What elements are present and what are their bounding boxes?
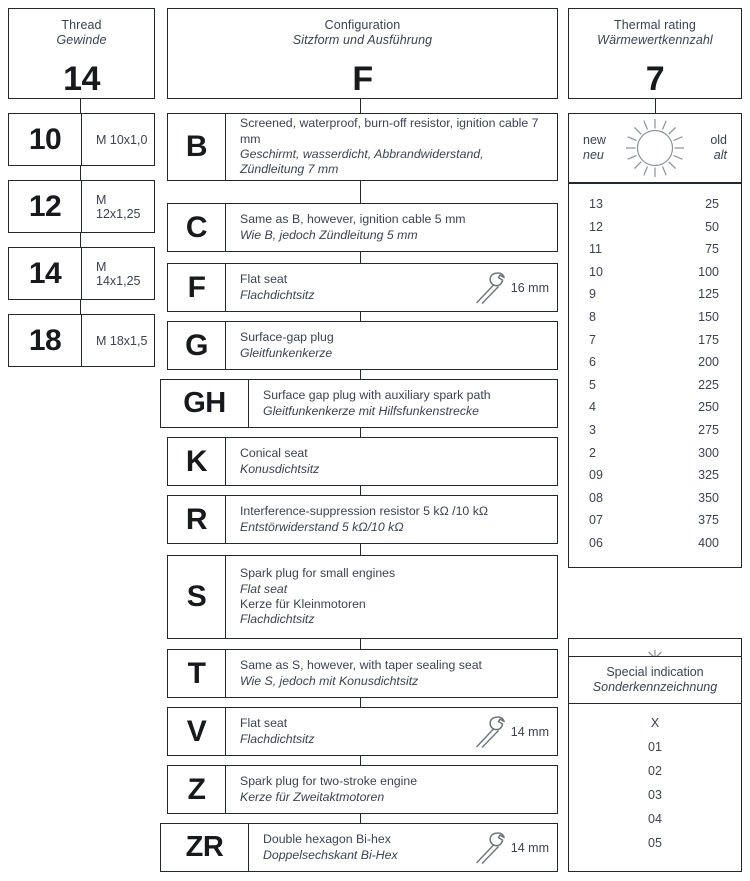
special-indication-box	[568, 656, 742, 872]
thermal-new-value: 10	[589, 264, 603, 279]
config-body	[226, 204, 557, 251]
thermal-map-row	[569, 419, 741, 442]
configuration-header-de: Sitzform und Ausführung	[292, 33, 433, 47]
thermal-old-labels	[710, 133, 727, 163]
thermal-column-header	[568, 8, 742, 99]
config-line-de: Wie S, jedoch mit Konusdichtsitz	[240, 673, 419, 688]
thread-desc: M 10x1,0	[96, 132, 148, 147]
config-body	[226, 650, 557, 697]
thread-code: 18	[9, 315, 82, 366]
thermal-new-value: 6	[589, 355, 596, 370]
special-item: 05	[648, 836, 662, 850]
thermal-old-value: 400	[698, 535, 719, 550]
config-line-en: Screened, waterproof, burn-off resistor, ignition cable 7 mm	[240, 116, 539, 146]
thermal-old-value: 350	[698, 490, 719, 505]
thread-connector-1	[80, 166, 81, 180]
thermal-map-row	[569, 193, 741, 216]
config-line-en2: Flat seat	[240, 581, 288, 596]
thermal-new-de: neu	[583, 148, 604, 162]
thermal-header-de: Wärmewertkennzahl	[597, 33, 713, 47]
config-connector-11	[360, 814, 361, 823]
config-code: K	[168, 438, 226, 485]
special-header-de: Sonderkennzeichnung	[592, 680, 718, 694]
thermal-header-example: 7	[645, 60, 665, 98]
thermal-old-value: 225	[698, 377, 719, 392]
config-line-en: Surface gap plug with auxiliary spark path	[263, 388, 491, 403]
config-body	[226, 496, 557, 543]
thermal-map-row	[569, 487, 741, 510]
thread-desc: M 18x1,5	[96, 333, 148, 348]
thermal-mapping-list	[569, 184, 741, 555]
config-line-en: Interference-suppression resistor 5 kΩ /10 kΩ	[240, 504, 489, 519]
config-row-K[interactable]	[167, 437, 558, 486]
config-text	[240, 716, 315, 747]
config-text	[240, 272, 315, 303]
config-line-en: Spark plug for two-stroke engine	[240, 774, 418, 789]
thermal-new-value: 9	[589, 287, 596, 302]
thread-header-de: Gewinde	[56, 33, 107, 47]
config-code: S	[168, 556, 226, 638]
config-text	[240, 330, 334, 361]
config-line-en: Surface-gap plug	[240, 330, 334, 345]
config-text	[263, 832, 398, 863]
config-code: GH	[161, 380, 249, 427]
wrench-annotation	[470, 714, 549, 750]
thermal-old-value: 300	[698, 445, 719, 460]
config-line-de: Doppelsechskant Bi-Hex	[263, 847, 398, 862]
wrench-icon	[470, 830, 508, 866]
thermal-map-row	[569, 442, 741, 465]
thermal-old-value: 275	[698, 422, 719, 437]
config-code: B	[168, 114, 226, 180]
config-connector-2	[360, 252, 361, 263]
config-line-en: Flat seat	[240, 716, 288, 731]
thermal-map-row	[569, 329, 741, 352]
special-indication-header	[569, 657, 741, 704]
thermal-new-value: 4	[589, 400, 596, 415]
special-item: X	[650, 716, 660, 730]
thread-code: 12	[9, 181, 82, 232]
config-line-de: Geschirmt, wasserdicht, Abbrandwiderstand,	[240, 147, 484, 161]
config-line-de: Kerze für Zweitaktmotoren	[240, 789, 385, 804]
thermal-map-row	[569, 306, 741, 329]
special-item: 02	[648, 764, 662, 778]
config-text	[240, 504, 488, 535]
configuration-header-en: Configuration	[324, 18, 401, 32]
thermal-new-value: 07	[589, 513, 603, 528]
config-row-Z[interactable]	[167, 765, 558, 814]
thread-desc: M 12x1,25	[96, 192, 141, 221]
config-connector-0	[360, 99, 361, 113]
special-item: 01	[648, 740, 662, 754]
thermal-old-value: 100	[698, 264, 719, 279]
config-line-de2: Flachdichtsitz	[240, 612, 315, 627]
config-text	[240, 774, 417, 805]
thermal-old-value: 150	[698, 309, 719, 324]
thermal-new-value: 2	[589, 445, 596, 460]
thermal-new-value: 11	[589, 242, 602, 257]
config-line-de: Wie B, jedoch Zündleitung 5 mm	[240, 227, 418, 242]
thread-desc: M 14x1,25	[96, 259, 141, 288]
thermal-map-row	[569, 532, 741, 555]
config-body	[226, 438, 557, 485]
config-line-de2: Zündleitung 7 mm	[240, 162, 339, 177]
thermal-old-value: 75	[705, 242, 719, 257]
wrench-icon	[470, 714, 508, 750]
config-connector-3	[360, 312, 361, 321]
thread-connector-0	[80, 99, 81, 113]
config-line-de: Konusdichtsitz	[240, 461, 320, 476]
thermal-map-row	[569, 509, 741, 532]
thread-row-14[interactable]	[8, 247, 155, 300]
thread-connector-2	[80, 233, 81, 247]
config-text	[240, 212, 466, 243]
thermal-new-labels	[583, 133, 606, 163]
config-body	[249, 380, 557, 427]
config-line-en: Flat seat	[240, 272, 288, 287]
special-indication-list	[569, 704, 741, 855]
thermal-new-value: 12	[589, 219, 603, 234]
thermal-new-value: 06	[589, 535, 603, 550]
thermal-old-value: 250	[698, 400, 719, 415]
config-row-ZR[interactable]	[160, 823, 558, 872]
thermal-new-value: 09	[589, 468, 603, 483]
config-text	[263, 388, 491, 419]
thermal-connector-0	[655, 99, 656, 113]
config-row-GH[interactable]	[160, 379, 558, 428]
config-connector-10	[360, 756, 361, 765]
config-text	[240, 446, 319, 477]
thermal-new-value: 8	[589, 309, 596, 324]
thermal-new-value: 7	[589, 332, 596, 347]
thermal-old-de: alt	[713, 148, 727, 162]
config-row-F[interactable]	[167, 263, 558, 312]
wrench-size-label: 14 mm	[510, 724, 549, 739]
config-row-R[interactable]	[167, 495, 558, 544]
config-connector-4	[360, 370, 361, 379]
config-line-de: Entstörwiderstand 5 kΩ/10 kΩ	[240, 519, 404, 534]
thermal-new-value: 08	[589, 490, 603, 505]
special-item: 03	[648, 788, 662, 802]
wrench-icon	[470, 270, 508, 306]
config-code: F	[168, 264, 226, 311]
wrench-size-label: 16 mm	[510, 280, 549, 295]
config-body	[226, 708, 557, 755]
thermal-map-row	[569, 374, 741, 397]
thermal-map-row	[569, 396, 741, 419]
config-body	[226, 322, 557, 369]
thermal-old-value: 375	[698, 513, 719, 528]
thermal-old-value: 25	[705, 197, 719, 211]
special-item: 04	[648, 812, 662, 826]
thread-code: 14	[9, 248, 82, 299]
config-line-en: Double hexagon Bi-hex	[263, 832, 391, 847]
thermal-map-row	[569, 283, 741, 306]
thermal-old-value: 175	[698, 332, 719, 347]
thermal-new-value: 3	[589, 422, 596, 437]
thermal-old-value: 200	[698, 355, 719, 370]
config-code: G	[168, 322, 226, 369]
config-line-de: Gleitfunkenkerze	[240, 345, 333, 360]
config-text	[240, 658, 482, 689]
thread-connector-3	[80, 300, 81, 314]
config-connector-7	[360, 544, 361, 555]
config-row-C[interactable]	[167, 203, 558, 252]
thermal-header-en: Thermal rating	[614, 18, 696, 32]
config-body	[226, 114, 557, 180]
config-code: R	[168, 496, 226, 543]
config-line-de: Kerze für Kleinmotoren	[240, 597, 366, 611]
config-text	[240, 116, 557, 178]
config-body	[226, 556, 557, 638]
config-code: Z	[168, 766, 226, 813]
config-line-en: Spark plug for small engines	[240, 566, 396, 581]
thermal-old-value: 50	[705, 219, 719, 234]
special-header-en: Special indication	[606, 665, 704, 679]
wrench-annotation	[470, 830, 549, 866]
thermal-mapping-box	[568, 183, 742, 568]
config-line-en: Same as B, however, ignition cable 5 mm	[240, 212, 466, 227]
config-connector-6	[360, 486, 361, 495]
config-code: C	[168, 204, 226, 251]
thermal-map-row	[569, 261, 741, 284]
config-connector-9	[360, 698, 361, 707]
thermal-hot-box	[568, 113, 742, 183]
configuration-header-example: F	[352, 60, 373, 98]
config-code: V	[168, 708, 226, 755]
config-row-S[interactable]	[167, 555, 558, 639]
thread-header-en: Thread	[61, 18, 102, 32]
config-line-en: Conical seat	[240, 446, 308, 461]
thermal-map-row	[569, 216, 741, 239]
thermal-old-value: 325	[698, 468, 719, 483]
config-code: ZR	[161, 824, 249, 871]
thread-header-example: 14	[63, 60, 100, 98]
config-row-T[interactable]	[167, 649, 558, 698]
config-connector-1	[360, 181, 361, 203]
config-body	[226, 766, 557, 813]
wrench-size-label: 14 mm	[510, 840, 549, 855]
thermal-map-row	[569, 464, 741, 487]
config-body	[249, 824, 557, 871]
wrench-annotation	[470, 270, 549, 306]
config-text	[240, 566, 395, 628]
config-line-de: Flachdichtsitz	[240, 287, 315, 302]
thermal-new-value: 5	[589, 377, 596, 392]
config-body	[226, 264, 557, 311]
thread-code: 10	[9, 114, 82, 165]
thermal-new-en: new	[583, 133, 606, 147]
config-connector-8	[360, 639, 361, 649]
thread-row-18[interactable]	[8, 314, 155, 367]
thread-row-12[interactable]	[8, 180, 155, 233]
config-connector-5	[360, 428, 361, 437]
sun-icon	[624, 117, 686, 179]
thermal-new-value: 13	[589, 197, 603, 211]
thread-column-header	[8, 8, 155, 99]
configuration-column-header	[167, 8, 558, 99]
thermal-old-en: old	[710, 133, 727, 147]
config-row-V[interactable]	[167, 707, 558, 756]
config-line-en: Same as S, however, with taper sealing seat	[240, 658, 482, 673]
thermal-map-row	[569, 351, 741, 374]
thread-row-10[interactable]	[8, 113, 155, 166]
config-line-de: Flachdichtsitz	[240, 731, 315, 746]
config-line-de: Gleitfunkenkerze mit Hilfsfunkenstrecke	[263, 403, 479, 418]
config-row-G[interactable]	[167, 321, 558, 370]
thermal-map-row	[569, 238, 741, 261]
config-code: T	[168, 650, 226, 697]
config-row-B[interactable]	[167, 113, 558, 181]
thermal-old-value: 125	[698, 287, 719, 302]
